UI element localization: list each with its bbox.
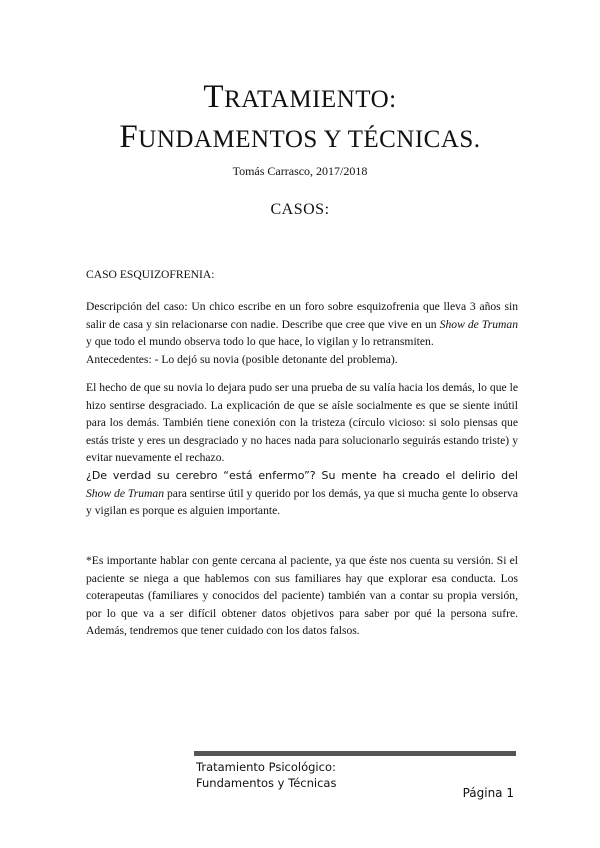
footer-line-1: Tratamiento Psicológico: bbox=[196, 760, 336, 774]
question-lead: ¿De verdad su cerebro “está enfermo”? Su mente ha creado el delirio del bbox=[86, 469, 518, 482]
case-heading-text: CASO ESQUIZOFRENIA: bbox=[86, 268, 215, 281]
case-note bbox=[86, 552, 518, 640]
case-description-paragraph bbox=[86, 298, 518, 351]
title-line-1-initial: T bbox=[203, 79, 225, 115]
case-question bbox=[86, 467, 518, 520]
title-line-2-initial: F bbox=[119, 119, 139, 155]
case-heading bbox=[86, 266, 518, 284]
title-line-2 bbox=[0, 116, 600, 161]
case-description bbox=[86, 298, 518, 351]
case-description-text: Descripción del caso: Un chico escribe en un foro sobre esquizofrenia que lleva 3 años sin salir de casa y sin relacionarse con nadie. Describe que cree que vive en un bbox=[86, 300, 518, 331]
page-number: Página 1 bbox=[462, 786, 514, 800]
title-line-1 bbox=[0, 76, 600, 121]
note-text: *Es importante hablar con gente cercana al paciente, ya que éste nos cuenta su versión. Si el paciente se niega a que hablemos con sus familiares hay que explorar esa conducta. Los coterapeutas (familiares y conocidos del paciente) también van a contar su propia versión, por lo que va a ser difícil obtener datos objetivos para saber por qué la persona sufre. Además, tendremos que tener cuidado con los datos falsos. bbox=[86, 554, 518, 637]
footer-line-2: Fundamentos y Técnicas bbox=[196, 776, 337, 790]
title-line-2-rest: UNDAMENTOS Y TÉCNICAS. bbox=[138, 126, 481, 153]
case-antecedents bbox=[86, 351, 518, 369]
question-paragraph bbox=[86, 467, 518, 520]
question-italic: Show de Truman bbox=[86, 486, 165, 500]
footer-divider bbox=[194, 751, 516, 756]
analysis-text: El hecho de que su novia lo dejara pudo ser una prueba de su valía hacia los demás, lo que le hizo sentirse desgraciado. La explicación de que se aísle socialmente es que se siente inútil para los demás. También tiene conexión con la tristeza (círculo vicioso: si solo piensas que estás triste y eres un desgraciado y no haces nada para solucionarlo seguirás estando triste) y evitar nuevamente el rechazo. bbox=[86, 381, 518, 464]
case-analysis bbox=[86, 379, 518, 467]
title-line-1-rest: RATAMIENTO: bbox=[224, 86, 397, 113]
show-de-truman-italic: Show de Truman bbox=[439, 317, 518, 331]
case-description-end: y que todo el mundo observa todo lo que hace, lo vigilan y lo retransmiten. bbox=[86, 335, 434, 348]
footer-text bbox=[196, 759, 336, 791]
question-end: para sentirse útil y querido por los demás, ya que si mucha gente lo observa y vigilan es porque es alguien importante. bbox=[86, 486, 518, 517]
section-heading: CASOS: bbox=[270, 201, 330, 218]
antecedents-text: Antecedentes: - Lo dejó su novia (posible detonante del problema). bbox=[86, 353, 398, 366]
author-line: Tomás Carrasco, 2017/2018 bbox=[232, 164, 368, 178]
